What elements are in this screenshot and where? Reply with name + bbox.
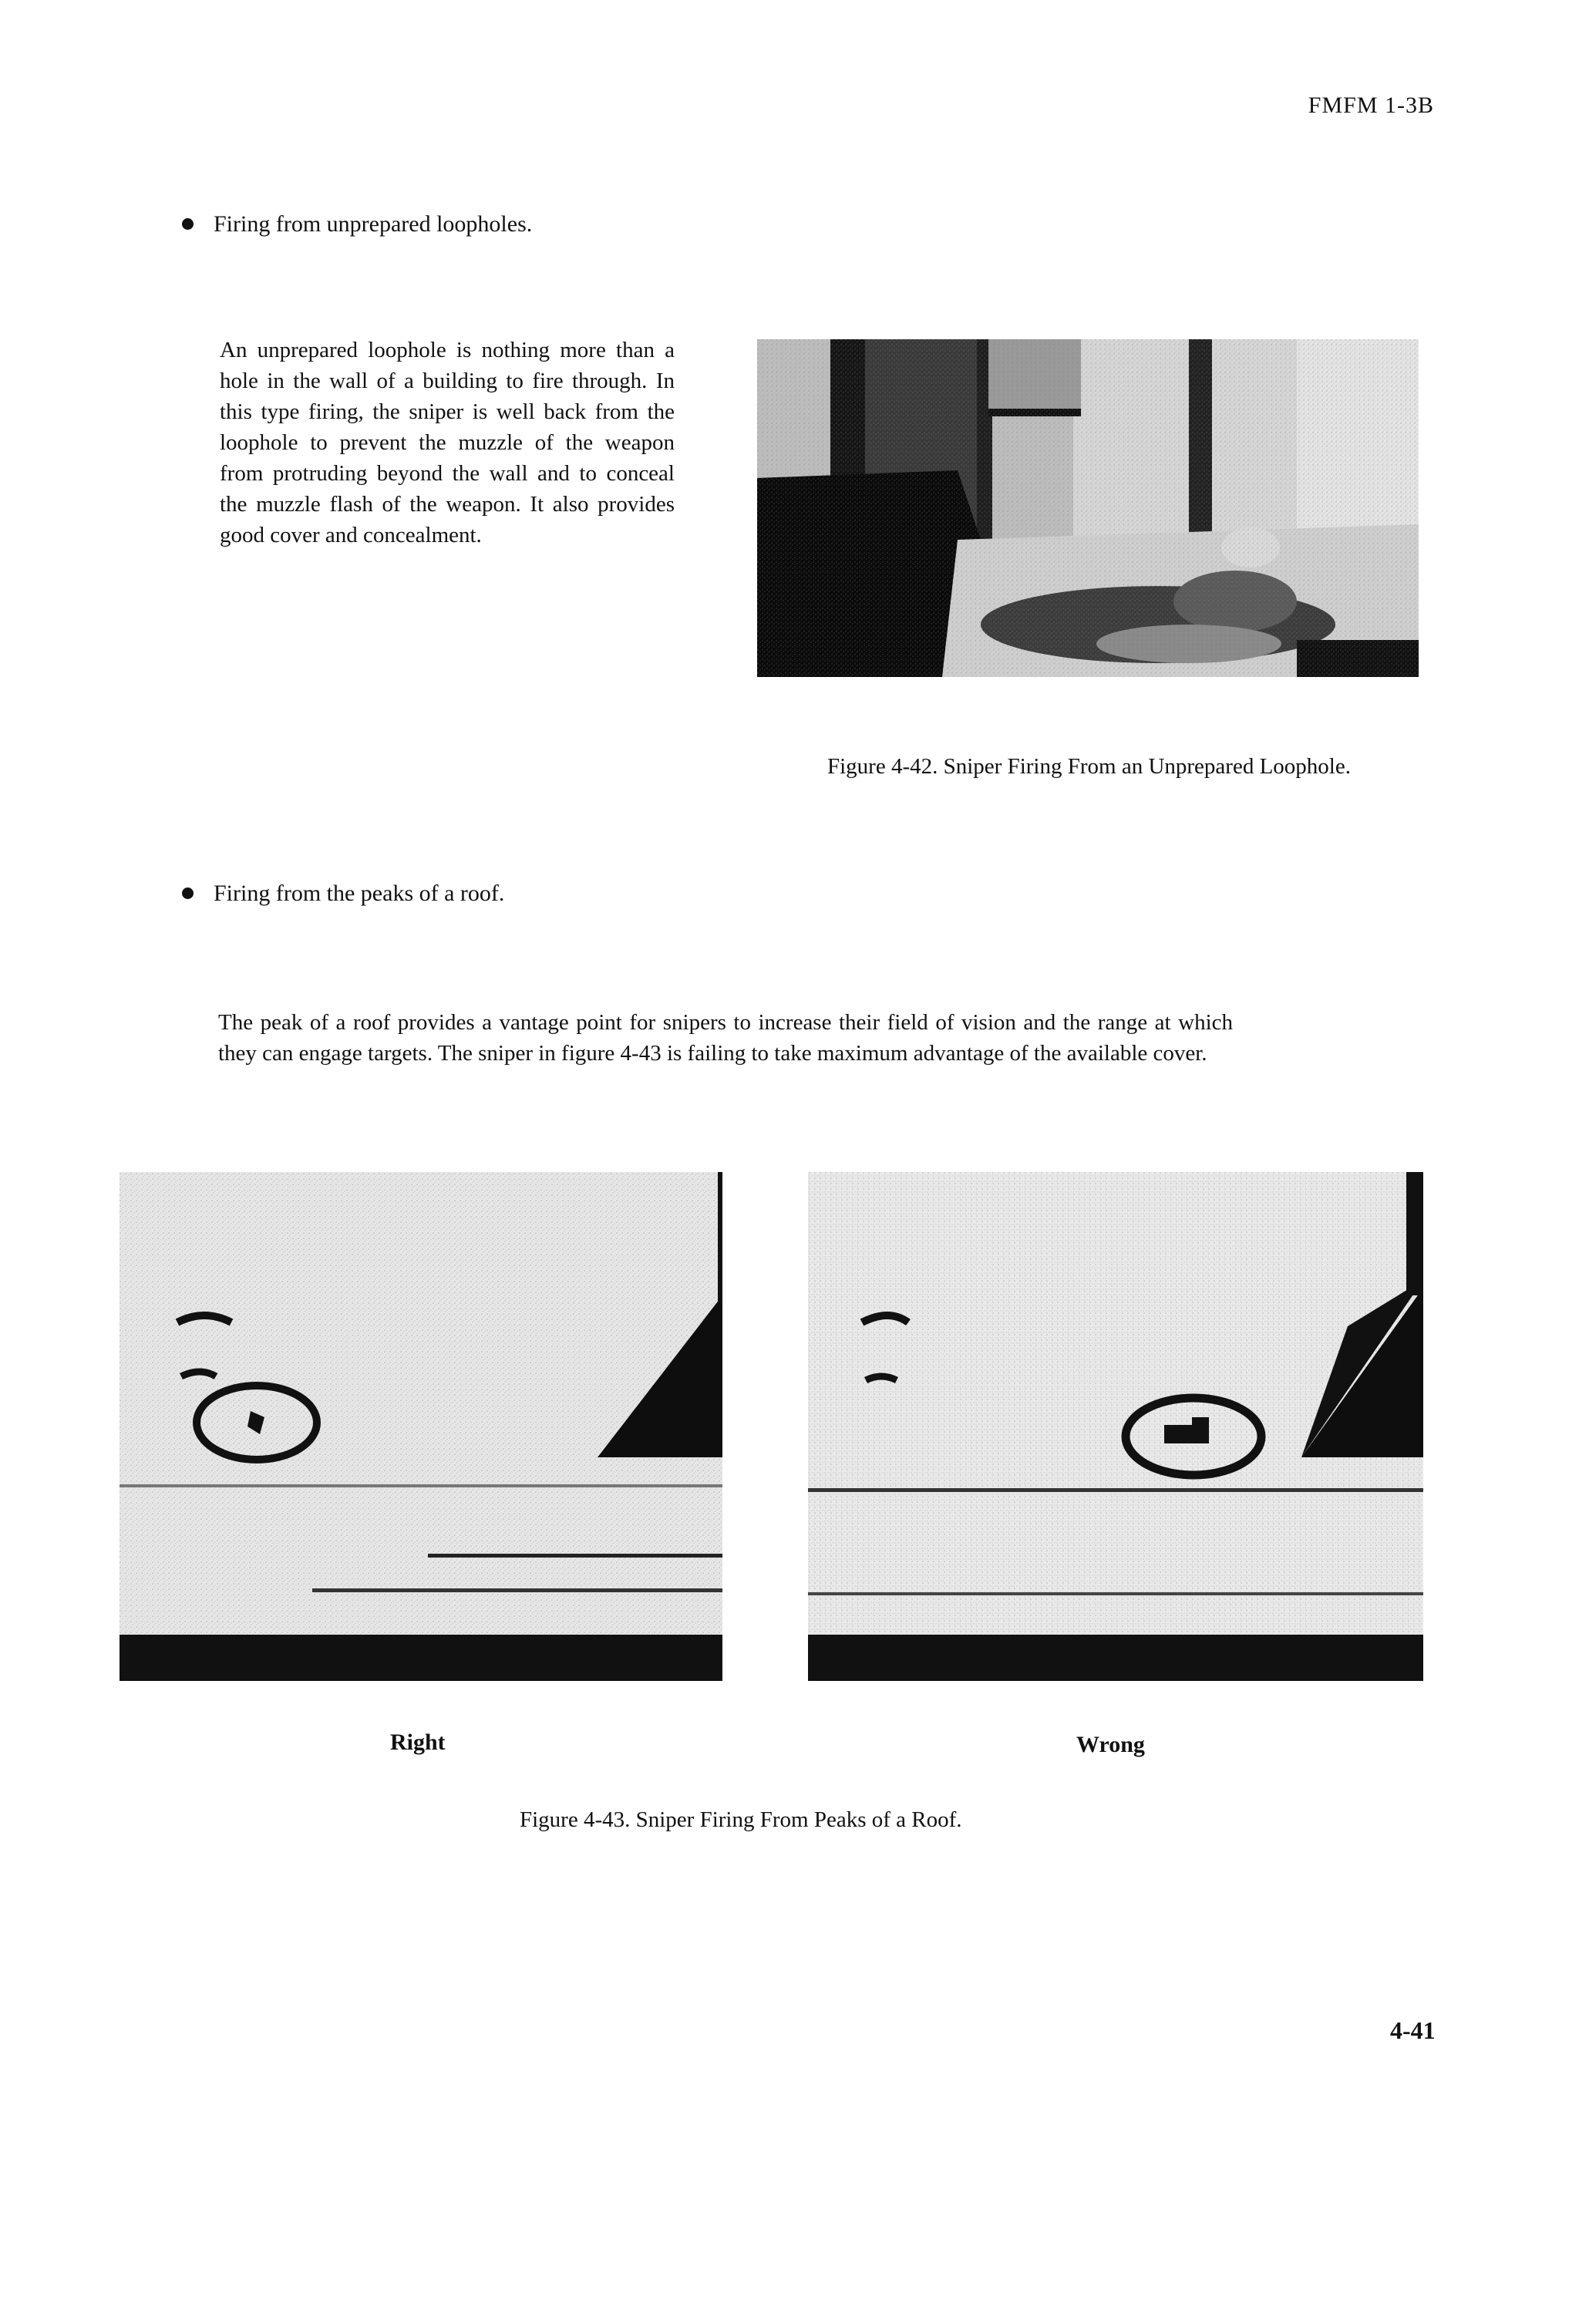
photo-label-right: Right	[390, 1730, 446, 1755]
bullet-dot	[182, 887, 194, 899]
figure-4-42-caption: Figure 4-42. Sniper Firing From an Unprepared Loophole.	[827, 754, 1351, 779]
figure-4-43-photo-right	[120, 1172, 722, 1681]
bullet-text: Firing from the peaks of a roof.	[214, 881, 505, 906]
figure-4-43-photo-wrong	[808, 1172, 1423, 1681]
bullet-text: Firing from unprepared loopholes.	[214, 211, 533, 237]
photo-label-wrong: Wrong	[1076, 1732, 1145, 1757]
bullet-dot	[182, 218, 194, 230]
page-number: 4-41	[1390, 2016, 1436, 2044]
document-id: FMFM 1-3B	[1308, 93, 1434, 118]
paragraph-roof-peak: The peak of a roof provides a vantage point for snipers to increase their field of vision and the range at which they can engage targets. The sniper in figure 4-43 is failing to take maximum advantage of the available cover.	[218, 1010, 1233, 1066]
bullet-item-roof-peaks	[182, 882, 504, 905]
figure-4-43-caption: Figure 4-43. Sniper Firing From Peaks of a Roof.	[520, 1807, 962, 1832]
figure-4-42-photo	[757, 339, 1419, 677]
paragraph-loophole: An unprepared loophole is nothing more than a hole in the wall of a building to fire through. In this type firing, the sniper is well back from the loophole to prevent the muzzle of the weapon from protruding beyond the wall and to conceal the muzzle flash of the weapon. It also provides good cover and concealment.	[220, 338, 675, 547]
bullet-item-loopholes	[182, 213, 532, 236]
